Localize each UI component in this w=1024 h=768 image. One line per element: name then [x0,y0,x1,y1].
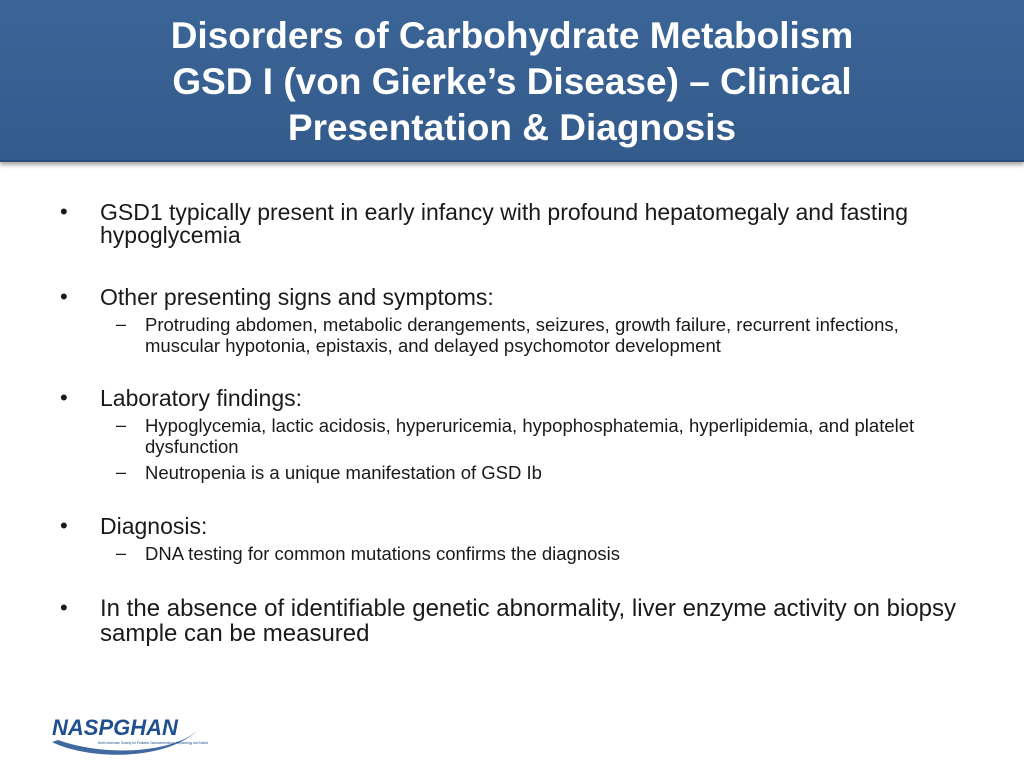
bullet-item-4: Diagnosis: [100,513,208,539]
sub-bullet-marker: – [116,462,127,482]
bullet-marker: • [60,199,68,224]
sub-item-4-1: DNA testing for common mutations confirms the diagnosis [145,543,621,564]
logo-wordmark: NASPGHAN [52,715,178,740]
naspghan-logo-graphic [48,708,208,762]
bullet-item-1: GSD1 typically present in early infancy with profound hepatomegaly and fasting hypoglycemia [100,199,909,248]
sub-item-2-1: Protruding abdomen, metabolic derangements, seizures, growth failure, recurrent infections, muscular hypotonia, epistaxis, and delayed psychomotor development [145,314,899,356]
bullet-item-5: In the absence of identifiable genetic abnormality, liver enzyme activity on biopsy sample can be measured [100,595,957,647]
bullet-item-3: Laboratory findings: [100,385,303,411]
sub-bullet-marker: – [116,543,127,563]
bullet-marker: • [60,595,68,620]
slide-title-line-3: Presentation & Diagnosis [287,107,737,148]
sub-bullet-marker: – [116,415,127,435]
sub-bullet-marker: – [116,314,127,334]
bullet-marker: • [60,284,68,309]
slide-title-line-2: GSD I (von Gierke’s Disease) – Clinical [172,61,852,102]
sub-item-3-2: Neutropenia is a unique manifestation of GSD Ib [145,462,542,483]
bullet-item-2: Other presenting signs and symptoms: [100,284,494,310]
sub-item-3-1: Hypoglycemia, lactic acidosis, hyperuricemia, hypophosphatemia, hyperlipidemia, and platelet dysfunction [145,415,915,457]
bullet-marker: • [60,385,68,410]
logo-tagline: North American Society for Pediatric Gastroenterology, Hepatology and Nutrition [98,741,208,745]
bullet-marker: • [60,513,68,538]
naspghan-logo [48,708,208,762]
slide-title-line-1: Disorders of Carbohydrate Metabolism [170,15,854,56]
